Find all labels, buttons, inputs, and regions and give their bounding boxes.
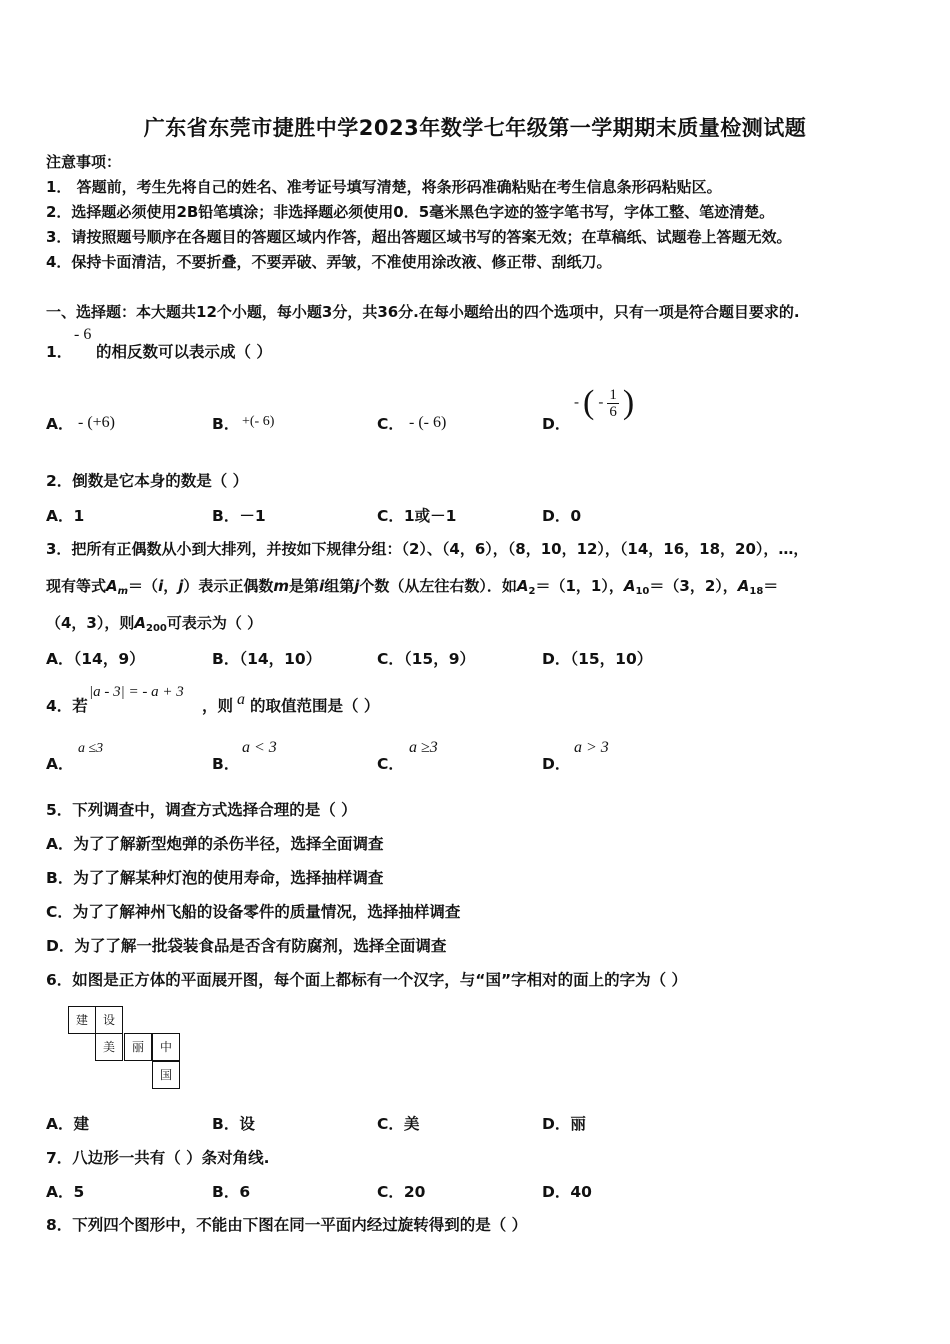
q3-option-b: B．（14，10）	[212, 650, 322, 668]
section-heading: 一、选择题：本大题共12个小题，每小题3分，共36分.在每小题给出的四个选项中，只有一项是符合题目要求的.	[46, 303, 800, 321]
q4-option-a: a ≤3	[78, 741, 104, 756]
q7-option-c: C．20	[377, 1183, 426, 1201]
q3-option-a: A．（14，9）	[46, 650, 145, 668]
q3-A: A	[106, 577, 118, 595]
q2-option-d: D．0	[542, 507, 582, 525]
page-title: 广东省东莞市捷胜中学2023年数学七年级第一学期期末质量检测试题	[143, 116, 807, 140]
q3-comma: ，	[163, 577, 179, 595]
q3-m: m	[273, 577, 290, 595]
cube-face: 建	[68, 1006, 96, 1034]
q3-A-2: A	[516, 577, 529, 595]
q2-option-c: C．1或－1	[377, 507, 457, 525]
q1-label-d: D．	[542, 415, 571, 433]
q3-text-b: ＝（	[128, 577, 159, 595]
q7-option-b: B．6	[212, 1183, 251, 1201]
q1-number: 1．	[46, 343, 73, 361]
q3-sub-18: 18	[749, 586, 764, 597]
q4-label-d: D．	[542, 755, 571, 773]
q4-mid: ，则	[202, 697, 234, 715]
q3-i-2: i	[319, 577, 325, 595]
q2-option-a: A．1	[46, 507, 85, 525]
q6-option-b: B．设	[212, 1115, 255, 1133]
q2-text: 2．倒数是它本身的数是（ ）	[46, 472, 249, 490]
q3-text-line3b: 可表示为（ ）	[166, 614, 263, 632]
cube-face: 丽	[124, 1033, 152, 1061]
q3-sub-10: 10	[635, 586, 650, 597]
cube-face: 美	[95, 1033, 123, 1061]
q1-expression: - 6	[74, 326, 92, 343]
q3-j-2: j	[354, 577, 360, 595]
q7-option-a: A．5	[46, 1183, 85, 1201]
q4-label-a: A．	[46, 755, 74, 773]
q1-d-minus-outer: -	[574, 394, 579, 411]
q4-option-b: a < 3	[242, 739, 277, 756]
q4-option-d: a > 3	[574, 739, 609, 756]
q3-sub-200: 200	[145, 623, 167, 634]
q6-option-d: D．丽	[542, 1115, 586, 1133]
notice-item-2: 2．选择题必须使用2B铅笔填涂；非选择题必须使用0．5毫米黑色字迹的签字笔书写，字体工整、笔迹清楚。	[46, 203, 775, 221]
q4-prefix: 4．若	[46, 697, 88, 715]
q1-text: 的相反数可以表示成（ ）	[96, 343, 272, 361]
q3-text-h: ＝（3，2），	[649, 577, 738, 595]
q3-text-i: ＝	[763, 577, 779, 595]
q1-d-minus-inner: -	[598, 394, 604, 411]
q3-option-d: D．（15，10）	[542, 650, 653, 668]
q3-i: i	[158, 577, 164, 595]
q5-option-b: B．为了了解某种灯泡的使用寿命，选择抽样调查	[46, 869, 384, 887]
q3-line-3	[46, 612, 262, 634]
notice-item-4: 4．保持卡面清洁，不要折叠，不要弄破、弄皱，不准使用涂改液、修正带、刮纸刀。	[46, 253, 612, 271]
q1-option-d	[574, 386, 634, 420]
q5-option-c: C．为了了解神州飞船的设备零件的质量情况，选择抽样调查	[46, 903, 461, 921]
notice-item-1: 1． 答题前，考生先将自己的姓名、准考证号填写清楚，将条形码准确粘贴在考生信息条形码粘贴区。	[46, 178, 722, 196]
q4-equation: |a - 3| = - a + 3	[89, 684, 184, 700]
q3-text-line3a: （4，3），则	[46, 614, 135, 632]
q1-d-left-paren: (	[583, 384, 595, 421]
q1-option-b: +(- 6)	[242, 414, 275, 429]
cube-net-diagram	[68, 1006, 188, 1094]
q4-option-c: a ≥3	[409, 739, 438, 756]
q3-A-10: A	[623, 577, 636, 595]
cube-face: 国	[152, 1061, 180, 1089]
q3-A-200: A	[134, 614, 146, 632]
q3-text-c: ）表示正偶数	[183, 577, 274, 595]
q5-option-a: A．为了了解新型炮弹的杀伤半径，选择全面调查	[46, 835, 384, 853]
q1-d-denominator: 6	[609, 403, 617, 420]
q7-text: 7．八边形一共有（ ）条对角线.	[46, 1149, 270, 1167]
q8-text: 8．下列四个图形中，不能由下图在同一平面内经过旋转得到的是（ ）	[46, 1216, 528, 1234]
q6-option-a: A．建	[46, 1115, 89, 1133]
q3-A-18: A	[737, 577, 750, 595]
notice-heading: 注意事项：	[46, 153, 122, 171]
q3-text-a: 现有等式	[46, 577, 107, 595]
q6-text: 6．如图是正方体的平面展开图，每个面上都标有一个汉字，与“国”字相对的面上的字为（ ）	[46, 971, 688, 989]
q3-j: j	[178, 577, 184, 595]
q3-text-f: 个数（从左往右数）．如	[359, 577, 517, 595]
q3-text-d: 是第	[289, 577, 320, 595]
q3-text-g: ＝（1，1），	[535, 577, 624, 595]
q3-sub-m: m	[117, 586, 129, 597]
q1-label-c: C．	[377, 415, 404, 433]
cube-face: 中	[152, 1033, 180, 1061]
q4-suffix: 的取值范围是（ ）	[250, 697, 380, 715]
q4-variable: a	[237, 691, 245, 708]
q1-d-numerator: 1	[609, 386, 617, 403]
q2-option-b: B．－1	[212, 507, 266, 525]
q5-text: 5．下列调查中，调查方式选择合理的是（ ）	[46, 801, 357, 819]
q1-d-fraction	[607, 387, 619, 420]
q1-label-a: A．	[46, 415, 74, 433]
q4-label-b: B．	[212, 755, 240, 773]
q5-option-d: D．为了了解一批袋装食品是否含有防腐剂，选择全面调查	[46, 937, 447, 955]
q3-sub-2: 2	[528, 586, 536, 597]
q1-option-a: - (+6)	[78, 414, 116, 431]
cube-face: 设	[95, 1006, 123, 1034]
q3-line-1: 3．把所有正偶数从小到大排列，并按如下规律分组：（2）、（4，6），（8，10，12），（14，16，18，20），…，	[46, 540, 809, 558]
q3-option-c: C．（15，9）	[377, 650, 475, 668]
q6-option-c: C．美	[377, 1115, 420, 1133]
q1-d-right-paren: )	[622, 384, 635, 421]
q3-text-e: 组第	[324, 577, 355, 595]
q4-label-c: C．	[377, 755, 404, 773]
q7-option-d: D．40	[542, 1183, 592, 1201]
q1-label-b: B．	[212, 415, 240, 433]
q1-option-c: - (- 6)	[409, 414, 447, 431]
notice-item-3: 3．请按照题号顺序在各题目的答题区域内作答，超出答题区域书写的答案无效；在草稿纸、试题卷上答题无效。	[46, 228, 792, 246]
q3-line-2	[46, 575, 778, 597]
